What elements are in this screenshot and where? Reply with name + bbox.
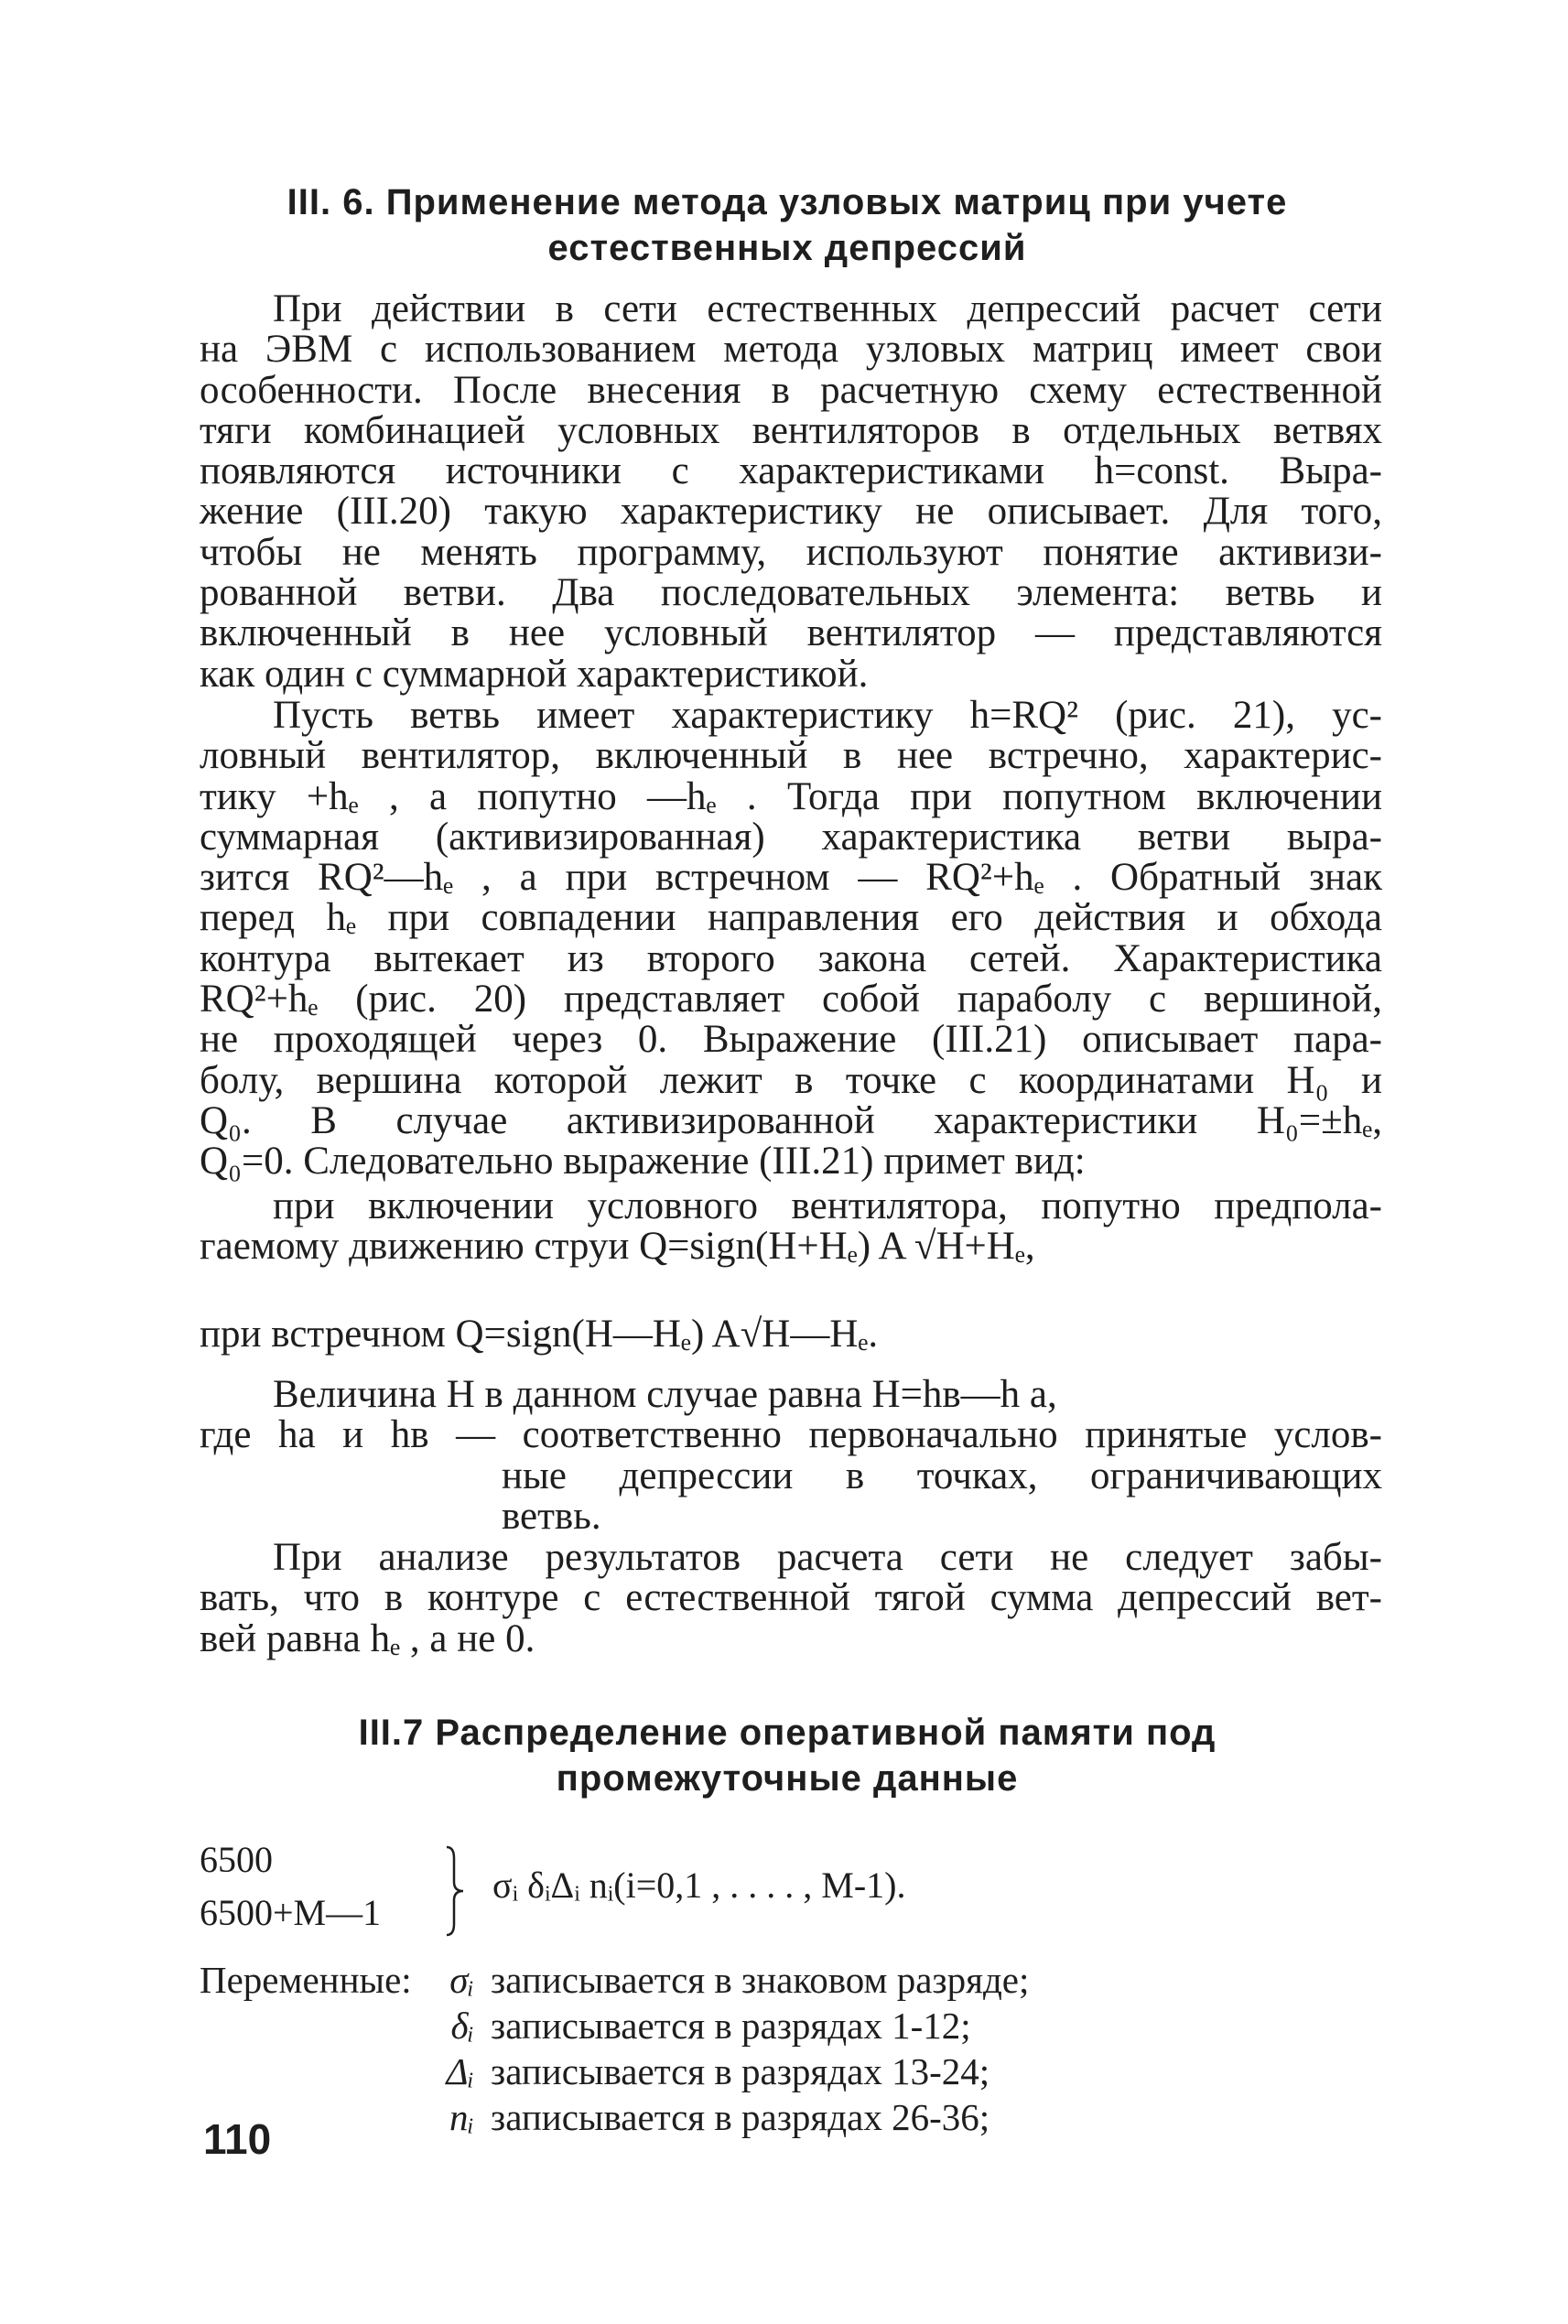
text-line: ловный вентилятор, включенный в нее встречно, характерис- <box>200 734 1382 778</box>
variable-symbol: nᵢ <box>449 2096 474 2138</box>
text-line: ветвь. <box>502 1494 601 1538</box>
text-line: Величина H в данном случае равна H=hв—h а, <box>273 1373 1057 1416</box>
curly-brace-icon <box>445 1845 465 1937</box>
text-line: появляются источники с характеристиками h=const. Выра- <box>200 449 1382 493</box>
heading-line-2: естественных депрессий <box>547 228 1027 268</box>
variable-description: записывается в знаковом разряде; <box>491 1959 1030 2001</box>
variable-symbol: Δᵢ <box>446 2050 474 2092</box>
page-number: 110 <box>203 2115 272 2163</box>
variable-description: записывается в разрядах 13-24; <box>491 2050 990 2092</box>
text-line: При анализе результатов расчета сети не следует забы- <box>273 1536 1382 1579</box>
text-line: перед hₑ при совпадении направления его действия и обхода <box>200 896 1382 940</box>
text-line: где hа и hв — соответственно первоначально принятые услов- <box>200 1413 1382 1457</box>
memory-expression: σᵢ δᵢΔᵢ nᵢ(i=0,1 , . . . . , M-1). <box>492 1865 906 1906</box>
variable-description: записывается в разрядах 26-36; <box>491 2096 990 2138</box>
text-line: суммарная (активизированная) характеристика ветви выра- <box>200 815 1382 859</box>
text-line: вей равна hₑ , а не 0. <box>200 1616 535 1660</box>
variables-label: Переменные: <box>200 1959 412 2001</box>
paragraph-analysis-note <box>200 1538 1382 1659</box>
formula-countercurrent: при встречном Q=sign(H—Hₑ) A√H—Hₑ. <box>200 1313 879 1356</box>
section-heading-III-7 <box>211 1710 1364 1801</box>
text-line: ные депрессии в точках, ограничивающих <box>502 1454 1382 1497</box>
text-line: RQ²+hₑ (рис. 20) представляет собой параболу с вершиной, <box>200 978 1382 1021</box>
text-line: включенный в нее условный вентилятор — представляются <box>200 611 1382 655</box>
paragraph-activated-branch <box>200 696 1382 1183</box>
text-line: не проходящей через 0. Выражение (III.21) описывает пара- <box>200 1018 1382 1062</box>
text-line: Q₀. В случае активизированной характеристики H₀=±hₑ, <box>200 1098 1382 1142</box>
text-line: контура вытекает из второго закона сетей. Характеристика <box>200 936 1382 980</box>
memory-upper-bound: 6500+M—1 <box>200 1892 382 1933</box>
paragraph-depression-difference <box>200 1375 1382 1537</box>
variable-row <box>200 2048 1390 2094</box>
paragraph-natural-depressions <box>200 289 1382 695</box>
text-line: болу, вершина которой лежит в точке с координатами H₀ и <box>200 1058 1382 1102</box>
text-line: как один с суммарной характеристикой. <box>200 652 869 696</box>
variable-symbol: σᵢ <box>449 1959 474 2001</box>
heading-line-1: III.7 Распределение оперативной памяти под <box>358 1713 1217 1753</box>
section-heading-III-6 <box>211 179 1364 271</box>
variable-row <box>200 1957 1390 2003</box>
text-line: особенности. После внесения в расчетную схему естественной <box>200 368 1382 412</box>
text-line: при включении условного вентилятора, попутно предпола- <box>273 1184 1382 1227</box>
heading-line-1: III. 6. Применение метода узловых матриц при учете <box>287 182 1288 222</box>
variables-list <box>200 1957 1390 2140</box>
text-line: тяги комбинацией условных вентиляторов в отдельных ветвях <box>200 408 1382 452</box>
variable-row <box>200 2003 1390 2048</box>
text-line: тику +hₑ , а попутно —hₑ . Тогда при попутном включении <box>200 774 1382 818</box>
heading-line-2: промежуточные данные <box>556 1758 1019 1799</box>
memory-allocation-block <box>200 1838 1390 1948</box>
paragraph-cocurrent-fan <box>200 1186 1382 1268</box>
formula-cocurrent: гаемому движению струи Q=sign(H+Hₑ) A √H+Hₑ, <box>200 1225 1035 1269</box>
text-line: Q₀=0. Следовательно выражение (III.21) примет вид: <box>200 1140 1086 1184</box>
text-line: вать, что в контуре с естественной тягой сумма депрессий вет- <box>200 1576 1382 1620</box>
variable-description: записывается в разрядах 1-12; <box>491 2005 971 2047</box>
text-line: Пусть ветвь имеет характеристику h=RQ² (рис. 21), ус- <box>273 694 1382 737</box>
text-line: чтобы не менять программу, используют понятие активизи- <box>200 530 1382 574</box>
text-line: рованной ветви. Два последовательных элемента: ветвь и <box>200 571 1382 615</box>
variable-symbol: δᵢ <box>450 2005 474 2047</box>
text-line: жение (III.20) такую характеристику не описывает. Для того, <box>200 490 1382 534</box>
text-line: При действии в сети естественных депрессий расчет сети <box>273 287 1382 330</box>
text-line: зится RQ²—hₑ , а при встречном — RQ²+hₑ . Обратный знак <box>200 856 1382 900</box>
variable-row <box>200 2094 1390 2140</box>
text-line: на ЭВМ с использованием метода узловых матриц имеет свои <box>200 328 1382 372</box>
memory-lower-bound: 6500 <box>200 1839 273 1880</box>
